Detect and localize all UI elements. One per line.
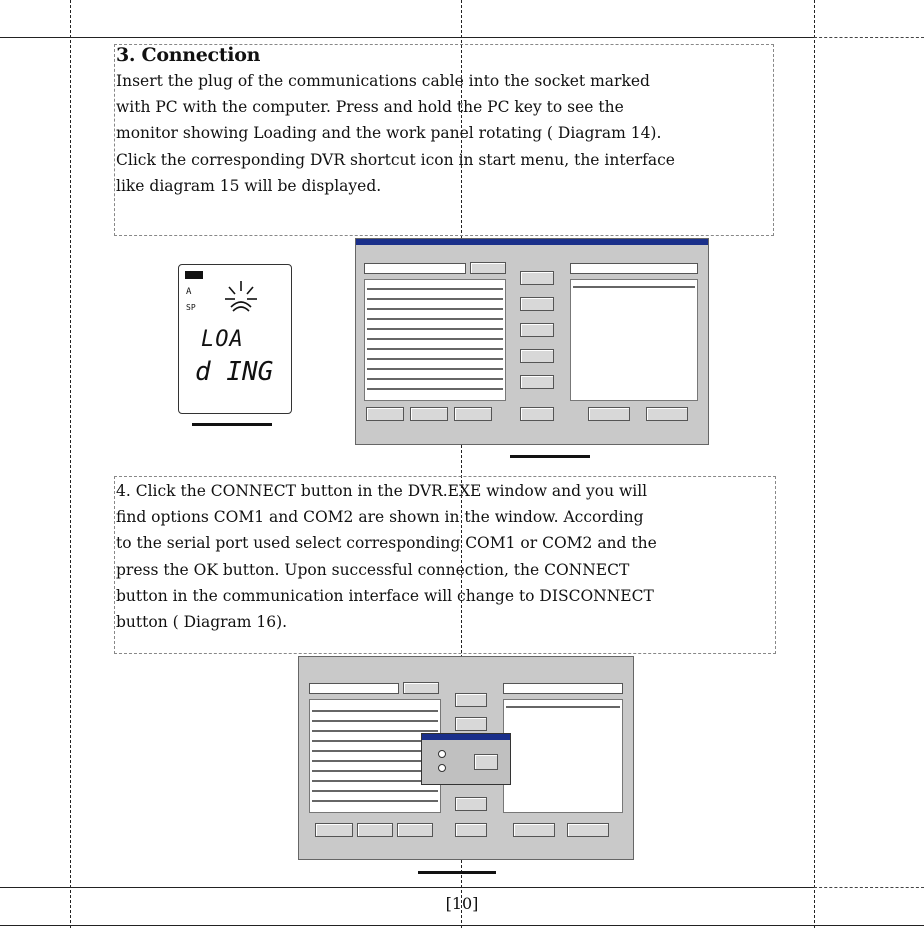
bottom-button-2 bbox=[357, 823, 393, 837]
device-label-a: A bbox=[186, 287, 192, 297]
lcd-line-2: d ING bbox=[195, 357, 274, 387]
com-port-dialog bbox=[421, 733, 511, 785]
footer-rule-ext bbox=[814, 887, 924, 888]
bottom-button-6 bbox=[567, 823, 609, 837]
section-4-line: 4. Click the CONNECT button in the DVR.EXE window and you will bbox=[116, 482, 648, 500]
section-4-line: press the OK button. Upon successful connection, the CONNECT bbox=[116, 560, 630, 579]
diagram-16-caption-bar bbox=[418, 871, 496, 874]
bottom-button-3 bbox=[397, 823, 433, 837]
margin-line-right bbox=[814, 0, 815, 928]
bottom-button-4 bbox=[455, 823, 487, 837]
section-3-line: with PC with the computer. Press and hold the PC key to see the bbox=[116, 98, 624, 117]
side-button-3 bbox=[455, 797, 487, 811]
window-titlebar bbox=[356, 239, 708, 245]
section-4-line: button in the communication interface will change to DISCONNECT bbox=[116, 586, 654, 605]
device-label-sp: SP bbox=[186, 303, 196, 312]
side-button-3 bbox=[520, 323, 554, 337]
dialog-titlebar bbox=[422, 734, 510, 740]
section-3-line: like diagram 15 will be displayed. bbox=[116, 176, 382, 195]
bottom-button-5 bbox=[588, 407, 630, 421]
diagram-14-caption-bar bbox=[192, 423, 272, 426]
path-field bbox=[364, 263, 466, 274]
bottom-button-1 bbox=[366, 407, 404, 421]
bottom-button-6 bbox=[646, 407, 688, 421]
section-4-paragraph bbox=[116, 478, 758, 635]
section-4-line: to the serial port used select corresponding COM1 or COM2 and the bbox=[116, 534, 657, 553]
rotating-work-panel-icon bbox=[223, 279, 259, 315]
browse-button bbox=[470, 262, 506, 274]
diagram-15-caption-bar bbox=[510, 455, 590, 458]
com2-radio-icon bbox=[438, 764, 446, 772]
file-list-panel bbox=[364, 279, 506, 401]
dvr-software-screenshot-15 bbox=[355, 238, 709, 445]
margin-line-left bbox=[70, 0, 71, 928]
bottom-button-5 bbox=[513, 823, 555, 837]
browse-button bbox=[403, 682, 439, 694]
header-rule bbox=[0, 37, 814, 38]
path-field bbox=[309, 683, 399, 694]
device-lcd-image bbox=[178, 264, 292, 414]
section-3-line: Insert the plug of the communications cable into the socket marked bbox=[116, 72, 650, 90]
section-3-heading: 3. Connection bbox=[116, 44, 261, 66]
side-button-2 bbox=[455, 717, 487, 731]
bottom-button-4 bbox=[520, 407, 554, 421]
record-list-panel bbox=[503, 699, 623, 813]
record-field bbox=[570, 263, 698, 274]
header-rule-ext bbox=[814, 37, 924, 38]
bottom-button-1 bbox=[315, 823, 353, 837]
side-button-1 bbox=[455, 693, 487, 707]
bottom-rule bbox=[0, 925, 924, 926]
section-3-line: Click the corresponding DVR shortcut icon in start menu, the interface bbox=[116, 150, 675, 169]
side-button-2 bbox=[520, 297, 554, 311]
section-4-line: find options COM1 and COM2 are shown in the window. According bbox=[116, 508, 644, 527]
side-button-4 bbox=[520, 349, 554, 363]
page-number: [10] bbox=[445, 894, 479, 913]
section-3-paragraph bbox=[116, 68, 770, 199]
side-button-1 bbox=[520, 271, 554, 285]
footer-rule bbox=[0, 887, 814, 888]
section-4-line: button ( Diagram 16). bbox=[116, 613, 288, 632]
record-list-panel bbox=[570, 279, 698, 401]
com1-radio-icon bbox=[438, 750, 446, 758]
lcd-line-1: LOA bbox=[201, 327, 244, 352]
dvr-software-screenshot-16 bbox=[298, 656, 634, 860]
ok-button bbox=[474, 754, 498, 770]
bottom-button-2 bbox=[410, 407, 448, 421]
record-field bbox=[503, 683, 623, 694]
side-button-5 bbox=[520, 375, 554, 389]
bottom-button-3 bbox=[454, 407, 492, 421]
section-3-line: monitor showing Loading and the work panel rotating ( Diagram 14). bbox=[116, 124, 662, 143]
battery-icon bbox=[185, 271, 203, 279]
